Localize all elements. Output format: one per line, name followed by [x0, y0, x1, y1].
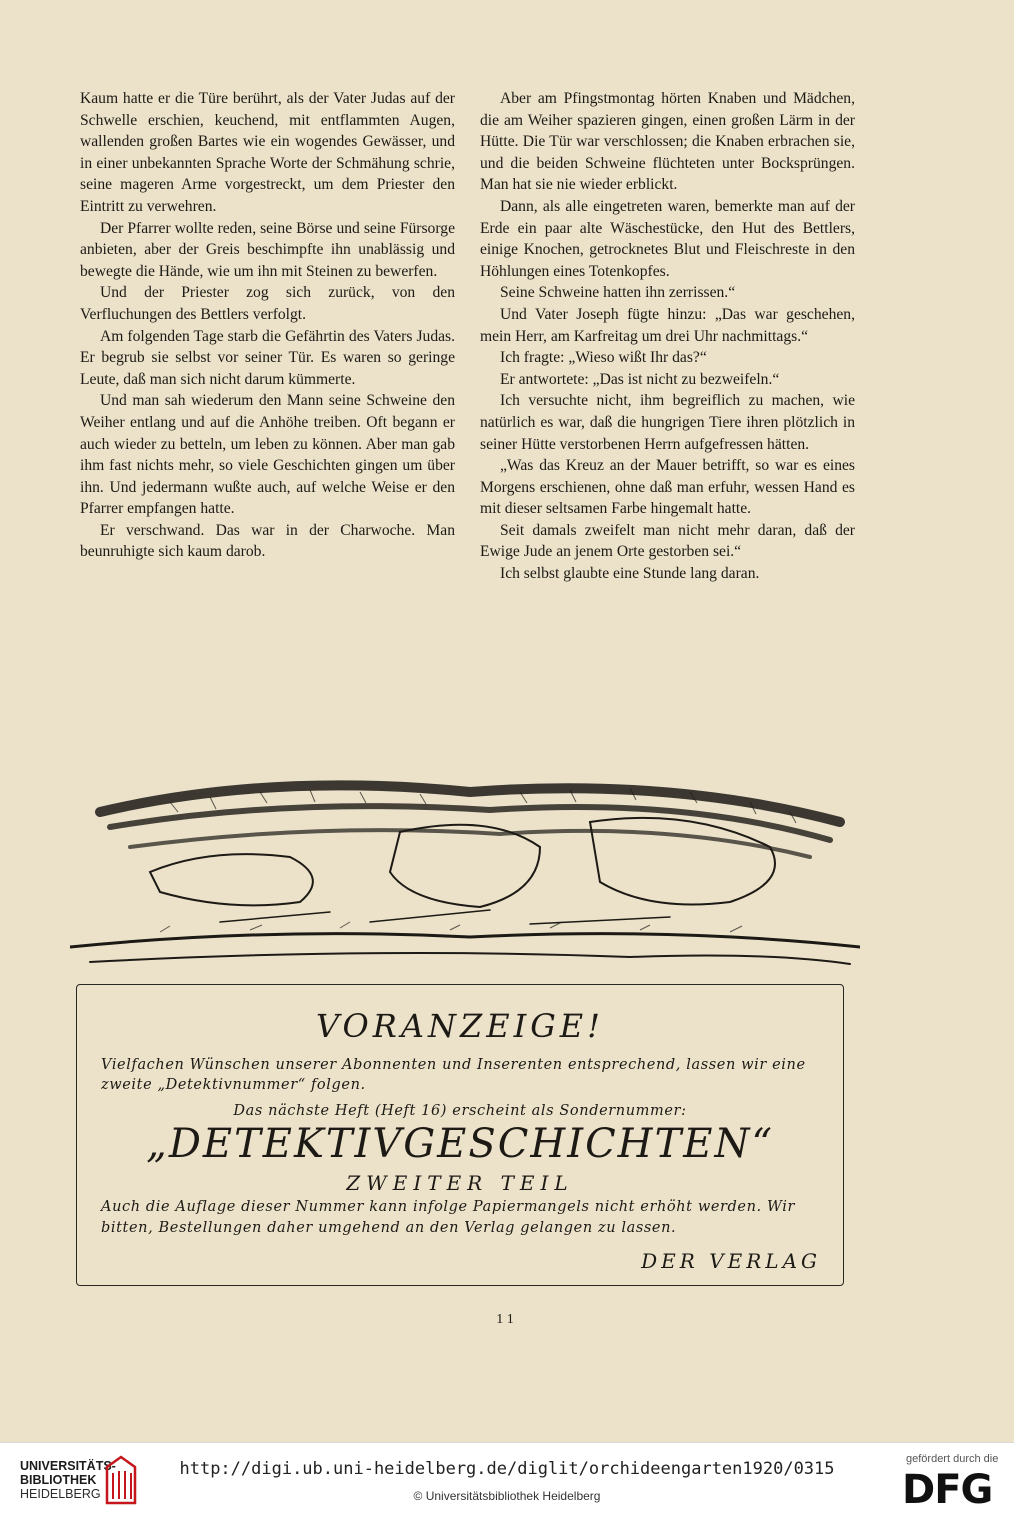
paragraph: Seine Schweine hatten ihn zerrissen.“: [500, 284, 736, 302]
paragraph: Der Pfarrer wollte reden, seine Börse und seine Fürsorge anbieten, aber der Greis beschimpfte ihn unablässig und bewegte die Hände, wie um ihn mit Steinen zu bewerfen.: [80, 219, 455, 280]
announcement-body: Auch die Auflage dieser Nummer kann infolge Papiermangels nicht erhöht werden. Wir bitten, Bestellungen daher umgehend an den Verlag gelangen zu lassen.: [101, 1199, 795, 1236]
paragraph: „Was das Kreuz an der Mauer betrifft, so war es eines Morgens erschienen, ohne daß man erfuhr, wessen Hand es mit dieser seltsamen Farbe hingemalt hatte.: [480, 457, 855, 518]
announcement-box: [76, 984, 844, 1286]
logo-line: UNIVERSITÄTS-: [20, 1459, 116, 1473]
funder-caption: gefördert durch die: [906, 1453, 999, 1465]
paragraph: Ich versuchte nicht, ihm begreiflich zu machen, wie natürlich es war, daß die hungrigen Tiere ihren plötzlich in seiner Hütte verstorbenen Herrn aufgefressen hätten.: [480, 392, 855, 453]
permalink-url[interactable]: http://digi.ub.uni-heidelberg.de/diglit/orchideengarten1920/0315: [179, 1459, 835, 1479]
dfg-logo[interactable]: DFG: [902, 1467, 993, 1513]
paragraph: Und der Priester zog sich zurück, von den Verfluchungen des Bettlers verfolgt.: [80, 284, 455, 323]
copyright-notice: © Universitätsbibliothek Heidelberg: [413, 1489, 601, 1503]
paragraph: Am folgenden Tage starb die Gefährtin des Vaters Judas. Er begrub sie selbst vor seiner Tür. Es waren so geringe Leute, daß man sich nicht darum kümmerte.: [80, 327, 455, 388]
paragraph: Ich fragte: „Wieso wißt Ihr das?“: [500, 349, 707, 367]
logo-line: HEIDELBERG: [20, 1487, 101, 1501]
paragraph: Er antwortete: „Das ist nicht zu bezweifeln.“: [500, 370, 780, 388]
paragraph: Dann, als alle eingetreten waren, bemerkte man auf der Erde ein paar alte Wäschestücke, den Hut des Bettlers, einige Knochen, getrocknetes Blut und Fleischreste in den Höhlungen eines Totenkopfes.: [480, 197, 855, 280]
announcement-title: VORANZEIGE!: [316, 1007, 604, 1045]
pig-illustration: [70, 752, 860, 974]
right-column: [480, 88, 855, 585]
paragraph: Seit damals zweifelt man nicht mehr daran, daß der Ewige Jude an jenem Orte gestorben sei.“: [480, 521, 855, 561]
announcement-next-issue: Das nächste Heft (Heft 16) erscheint als Sondernummer:: [233, 1103, 687, 1119]
logo-line: BIBLIOTHEK: [20, 1473, 97, 1487]
announcement-headline: „DETEKTIVGESCHICHTEN“: [146, 1121, 774, 1167]
left-column: [80, 88, 455, 563]
paragraph: Und Vater Joseph fügte hinzu: „Das war geschehen, mein Herr, am Karfreitag um drei Uhr nachmittags.“: [480, 305, 855, 345]
footer-bar: [0, 1442, 1014, 1515]
paragraph: Und man sah wiederum den Mann seine Schweine den Weiher entlang und auf die Anhöhe treiben. Oft begann er auch wieder zu betteln, um leben zu können. Aber man gab ihm fast nichts mehr, so viele Geschichten gingen um über ihn. Und jedermann wußte auch, auf welche Weise er den Pfarrer empfangen hatte.: [80, 392, 455, 518]
paragraph: Ich selbst glaubte eine Stunde lang daran.: [500, 565, 760, 583]
announcement-intro: Vielfachen Wünschen unserer Abonnenten und Inserenten entsprechend, lassen wir eine zweite „Detektivnummer“ folgen.: [101, 1057, 806, 1093]
page-number: 11: [496, 1312, 518, 1327]
announcement-subtitle: ZWEITER TEIL: [346, 1171, 574, 1195]
paragraph: Er verschwand. Das war in der Charwoche. Man beunruhigte sich kaum darob.: [80, 521, 455, 561]
paragraph: Aber am Pfingstmontag hörten Knaben und Mädchen, die am Weiher spazieren gingen, einen großen Lärm in der Hütte. Die Tür war verschlossen; die Knaben erbrachen sie, und die beiden Schweine flüchteten unter Bocksprüngen. Man hat sie nie wieder erblickt.: [480, 90, 855, 194]
paragraph: Kaum hatte er die Türe berührt, als der Vater Judas auf der Schwelle erschien, keuchend, mit entflammten Augen, wallenden großen Bartes wie ein wogendes Gewässer, und in einer unbekannten Sprache Worte der Schmähung schrie, seine mageren Arme vorgestreckt, um dem Priester den Eintritt zu verwehren.: [80, 90, 455, 215]
announcement-signature: DER VERLAG: [641, 1249, 821, 1273]
